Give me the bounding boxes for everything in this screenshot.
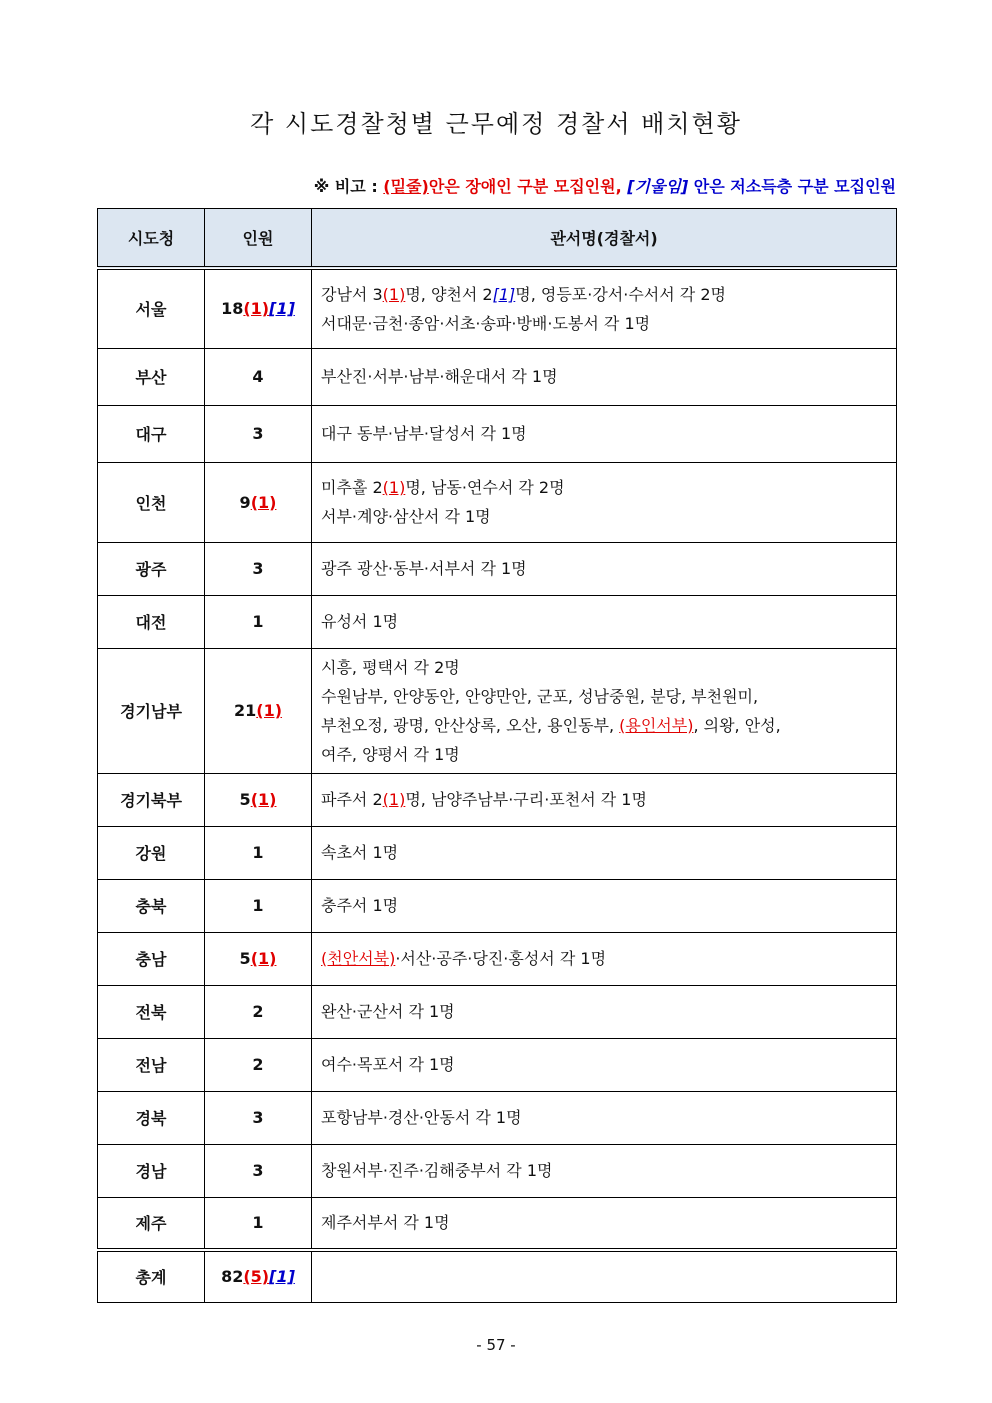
- disabled-mark: (1): [382, 478, 406, 497]
- count-disabled: (1): [250, 492, 277, 512]
- region-cell: 대구: [98, 405, 205, 462]
- station-text: 명, 남양주남부·구리·포천서 각 1명: [405, 790, 647, 809]
- count-cell: [205, 542, 312, 595]
- station-text: 명, 영등포·강서·수서서 각 2명: [515, 284, 726, 304]
- region-cell: 경기남부: [98, 648, 205, 773]
- station-line: [321, 419, 887, 448]
- region-cell: 전북: [98, 985, 205, 1038]
- station-line: [321, 944, 887, 973]
- station-line: [321, 997, 887, 1026]
- stations-cell: [312, 826, 897, 879]
- region-cell: 강원: [98, 826, 205, 879]
- total-empty-cell: [312, 1250, 897, 1302]
- count-lowincome: [1]: [269, 299, 295, 319]
- count-cell: [205, 1038, 312, 1091]
- table-row: [98, 405, 897, 462]
- table-row: [98, 1197, 897, 1250]
- station-text: 완산·군산서 각 1명: [321, 1002, 455, 1021]
- note-italic-sample: [기울임]: [627, 177, 689, 196]
- station-text: 창원서부·진주·김해중부서 각 1명: [321, 1161, 553, 1180]
- count-cell: [205, 985, 312, 1038]
- table-row: [98, 648, 897, 773]
- region-cell: 인천: [98, 462, 205, 542]
- stations-cell: [312, 405, 897, 462]
- station-text: 시흥, 평택서 각 2명: [321, 657, 460, 677]
- table-row: [98, 1038, 897, 1091]
- header-region: 시도청: [98, 209, 205, 269]
- header-count: 인원: [205, 209, 312, 269]
- region-cell: 서울: [98, 268, 205, 348]
- stations-cell: [312, 1197, 897, 1250]
- station-line: [321, 1208, 887, 1237]
- count-cell: [205, 462, 312, 542]
- count-cell: [205, 932, 312, 985]
- stations-cell: [312, 985, 897, 1038]
- header-stations: 관서명(경찰서): [312, 209, 897, 269]
- disabled-mark: (천안서북): [321, 949, 396, 968]
- total-label: 총계: [98, 1250, 205, 1302]
- stations-cell: [312, 462, 897, 542]
- station-text: 포항남부·경산·안동서 각 1명: [321, 1108, 522, 1127]
- station-line: [321, 1103, 887, 1132]
- stations-cell: [312, 1144, 897, 1197]
- station-text: ·서산·공주·당진·홍성서 각 1명: [395, 949, 607, 968]
- table-header-row: [98, 209, 897, 269]
- count-cell: [205, 1144, 312, 1197]
- region-cell: 부산: [98, 348, 205, 405]
- count-value: 5: [239, 949, 251, 968]
- table-row: [98, 932, 897, 985]
- stations-cell: [312, 268, 897, 348]
- count-cell: [205, 1091, 312, 1144]
- count-cell: [205, 826, 312, 879]
- stations-cell: [312, 542, 897, 595]
- table-row: [98, 1144, 897, 1197]
- table-row: [98, 348, 897, 405]
- count-value: 21: [233, 701, 257, 720]
- station-text: 부천오정, 광명, 안산상록, 오산, 용인동부,: [321, 715, 620, 735]
- station-line: [321, 502, 887, 531]
- stations-cell: [312, 773, 897, 826]
- count-disabled: (1): [243, 299, 270, 319]
- table-row: [98, 268, 897, 348]
- region-cell: 광주: [98, 542, 205, 595]
- stations-cell: [312, 1091, 897, 1144]
- table-row: [98, 879, 897, 932]
- note-underline-text: 안은 장애인 구분 모집인원,: [428, 177, 628, 196]
- station-text: 대구 동부·남부·달성서 각 1명: [321, 424, 527, 443]
- station-text: 수원남부, 안양동안, 안양만안, 군포, 성남중원, 분당, 부천원미,: [321, 686, 759, 706]
- page-title: 각 시도경찰청별 근무예정 경찰서 배치현황: [250, 110, 742, 138]
- stations-cell: [312, 348, 897, 405]
- count-disabled: (1): [250, 949, 277, 968]
- disabled-mark: (용인서부): [619, 715, 694, 735]
- station-line: [321, 607, 887, 636]
- count-disabled: (1): [250, 790, 277, 809]
- count-value: 3: [252, 559, 264, 578]
- stations-cell: [312, 595, 897, 648]
- station-text: 파주서 2: [321, 790, 383, 809]
- region-cell: 충남: [98, 932, 205, 985]
- station-line: [321, 682, 887, 711]
- table-row: [98, 1091, 897, 1144]
- station-line: [321, 711, 887, 740]
- count-cell: [205, 1197, 312, 1250]
- station-text: 여주, 양평서 각 1명: [321, 744, 460, 764]
- count-value: 82: [221, 1267, 244, 1287]
- station-text: 유성서 1명: [321, 612, 399, 631]
- station-text: 광주 광산·동부·서부서 각 1명: [321, 559, 527, 578]
- region-cell: 전남: [98, 1038, 205, 1091]
- station-text: 명, 남동·연수서 각 2명: [405, 478, 565, 497]
- table-row: [98, 595, 897, 648]
- count-cell: [205, 1250, 312, 1302]
- count-value: 3: [252, 1108, 264, 1127]
- note-underline-sample: (밑줄): [383, 177, 429, 196]
- note-prefix: ※ 비고 :: [313, 177, 384, 196]
- station-text: 속초서 1명: [321, 843, 399, 862]
- count-value: 1: [252, 612, 264, 631]
- legend-note: [314, 174, 896, 197]
- region-cell: 충북: [98, 879, 205, 932]
- station-text: 명, 양천서 2: [405, 284, 493, 304]
- disabled-mark: (1): [382, 790, 406, 809]
- station-line: [321, 362, 887, 391]
- stations-cell: [312, 932, 897, 985]
- total-row: [98, 1250, 897, 1302]
- station-text: 미추홀 2: [321, 478, 383, 497]
- stations-cell: [312, 879, 897, 932]
- station-line: [321, 280, 887, 309]
- count-value: 9: [239, 492, 251, 512]
- stations-cell: [312, 648, 897, 773]
- station-line: [321, 473, 887, 502]
- station-text: 서대문·금천·종암·서초·송파·방배·도봉서 각 1명: [321, 313, 651, 333]
- table-row: [98, 985, 897, 1038]
- station-text: 여수·목포서 각 1명: [321, 1055, 455, 1074]
- station-text: , 의왕, 안성,: [693, 715, 781, 735]
- region-cell: 경기북부: [98, 773, 205, 826]
- note-italic-text: 안은 저소득층 구분 모집인원: [688, 177, 896, 196]
- station-text: 충주서 1명: [321, 896, 399, 915]
- station-line: [321, 740, 887, 769]
- count-cell: [205, 348, 312, 405]
- page-number: - 57 -: [476, 1336, 516, 1354]
- count-value: 2: [252, 1055, 264, 1074]
- region-cell: 제주: [98, 1197, 205, 1250]
- count-value: 3: [252, 1161, 264, 1180]
- count-value: 3: [252, 424, 264, 443]
- count-value: 1: [252, 896, 264, 915]
- station-line: [321, 785, 887, 814]
- count-cell: [205, 879, 312, 932]
- station-line: [321, 1156, 887, 1185]
- count-cell: [205, 773, 312, 826]
- count-cell: [205, 405, 312, 462]
- region-cell: 대전: [98, 595, 205, 648]
- station-text: 부산진·서부·남부·해운대서 각 1명: [321, 367, 558, 386]
- count-cell: [205, 268, 312, 348]
- station-line: [321, 891, 887, 920]
- count-value: 4: [252, 367, 264, 386]
- region-cell: 경북: [98, 1091, 205, 1144]
- count-value: 18: [221, 299, 244, 319]
- count-value: 2: [252, 1002, 264, 1021]
- disabled-mark: (1): [382, 284, 406, 304]
- count-lowincome: [1]: [269, 1267, 295, 1287]
- count-disabled: (1): [256, 701, 283, 720]
- station-table: [97, 208, 897, 1303]
- station-text: 제주서부서 각 1명: [321, 1213, 450, 1233]
- count-disabled: (5): [243, 1267, 270, 1287]
- station-line: [321, 653, 887, 682]
- station-line: [321, 309, 887, 338]
- table-row: [98, 826, 897, 879]
- stations-cell: [312, 1038, 897, 1091]
- table-row: [98, 462, 897, 542]
- count-value: 5: [239, 790, 251, 809]
- count-cell: [205, 595, 312, 648]
- station-line: [321, 1050, 887, 1079]
- table-row: [98, 542, 897, 595]
- station-text: 강남서 3: [321, 284, 383, 304]
- region-cell: 경남: [98, 1144, 205, 1197]
- station-line: [321, 554, 887, 583]
- count-value: 1: [252, 843, 264, 862]
- station-text: 서부·계양·삼산서 각 1명: [321, 507, 491, 526]
- station-line: [321, 838, 887, 867]
- count-cell: [205, 648, 312, 773]
- count-value: 1: [252, 1213, 264, 1233]
- table-row: [98, 773, 897, 826]
- lowincome-mark: [1]: [492, 284, 516, 304]
